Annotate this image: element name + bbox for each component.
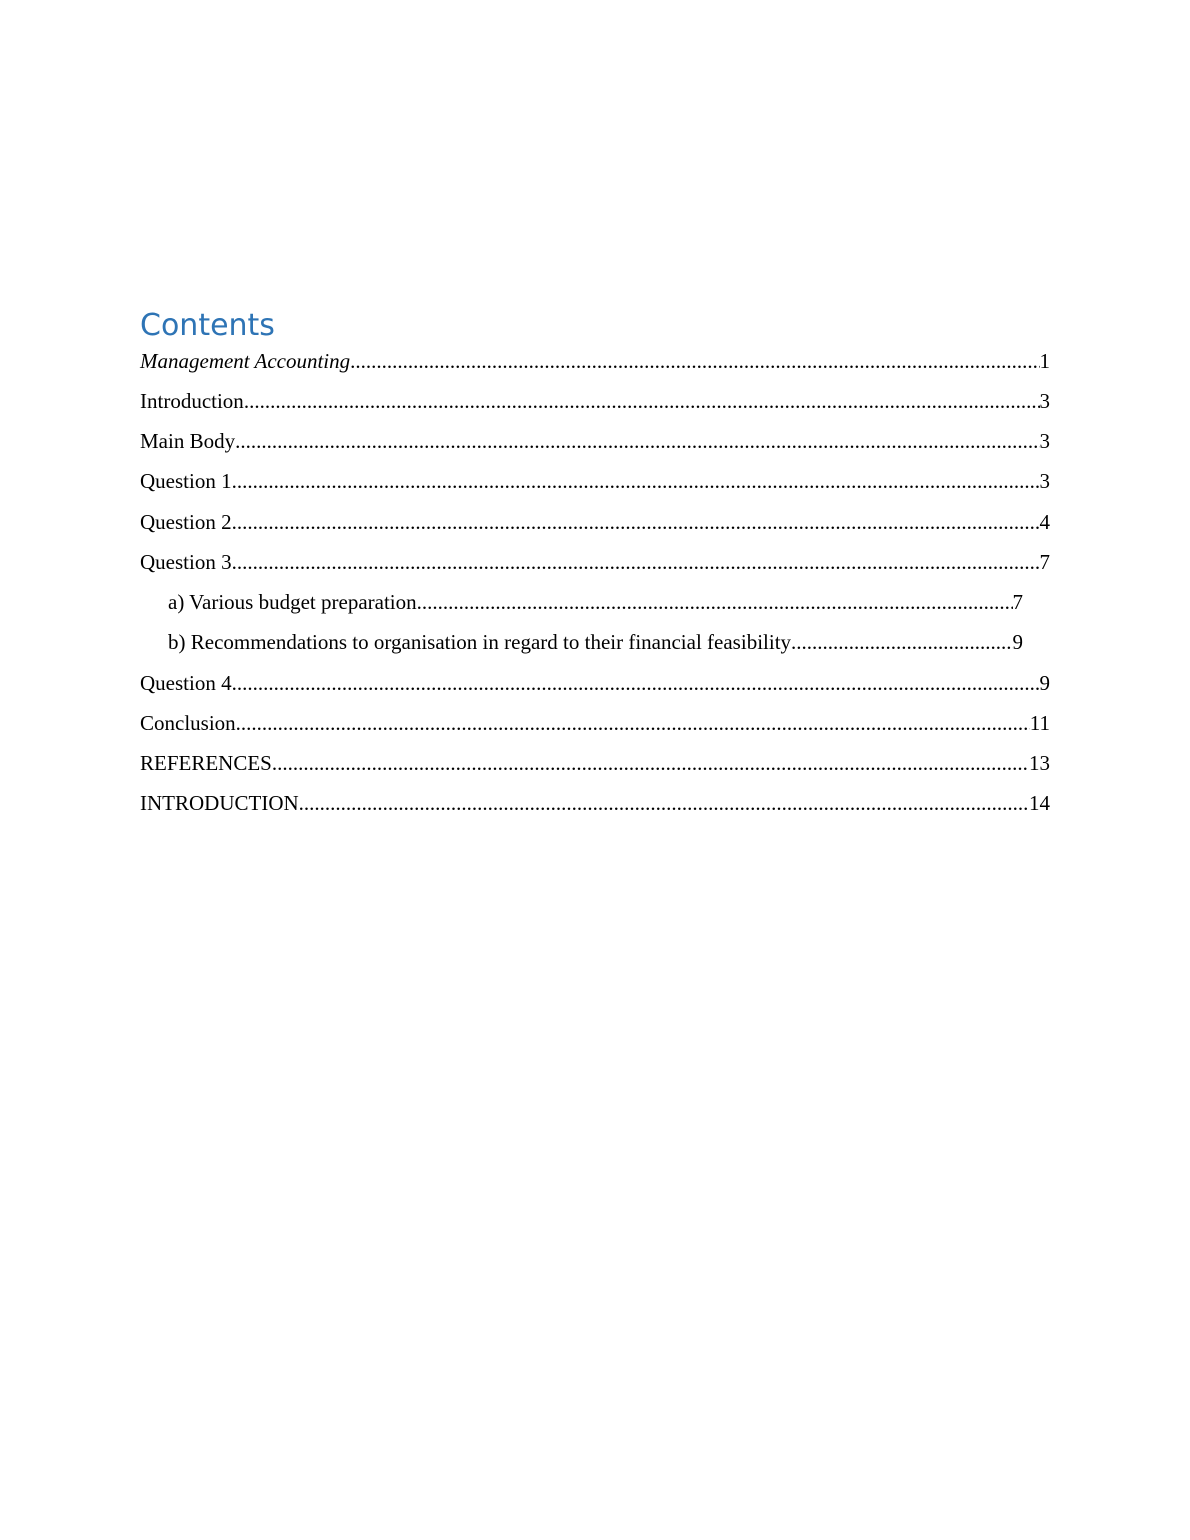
toc-page-number: 11 xyxy=(1029,711,1050,735)
toc-entry-question-4[interactable] xyxy=(140,670,1050,696)
toc-entry-introduction[interactable] xyxy=(140,388,1050,414)
toc-dot-leader xyxy=(236,710,1030,736)
toc-dot-leader xyxy=(244,388,1040,414)
toc-entry-label: Question 3 xyxy=(140,550,232,574)
toc-entry-label: Question 4 xyxy=(140,671,232,695)
toc-page-number: 3 xyxy=(1039,469,1050,493)
toc-entry-question-2[interactable] xyxy=(140,509,1050,535)
toc-dot-leader xyxy=(791,629,1012,655)
toc-page-number: 1 xyxy=(1039,349,1050,373)
toc-entry-label: Main Body xyxy=(140,429,236,453)
toc-dot-leader xyxy=(299,790,1029,816)
toc-entry-label: Management Accounting xyxy=(140,349,351,373)
toc-entry-introduction-upper[interactable] xyxy=(140,790,1050,816)
toc-entry-label: Conclusion xyxy=(140,711,236,735)
toc-entry-main-body[interactable] xyxy=(140,428,1050,454)
toc-entry-label: Question 1 xyxy=(140,469,232,493)
toc-dot-leader xyxy=(350,348,1039,374)
toc-dot-leader xyxy=(235,428,1039,454)
toc-page-number: 7 xyxy=(1012,590,1023,614)
toc-entry-management-accounting[interactable] xyxy=(140,348,1050,374)
toc-entry-label: b) Recommendations to organisation in regard to their financial feasibility xyxy=(168,630,792,654)
toc-dot-leader xyxy=(232,509,1040,535)
toc-page-number: 13 xyxy=(1029,751,1050,775)
toc-entry-question-3[interactable] xyxy=(140,549,1050,575)
toc-entry-various-budget-preparation[interactable] xyxy=(168,589,1023,615)
toc-entry-recommendations[interactable] xyxy=(168,629,1023,655)
toc-entry-label: a) Various budget preparation xyxy=(168,590,417,614)
toc-entry-label: Question 2 xyxy=(140,510,232,534)
toc-entry-label: Introduction xyxy=(140,389,244,413)
toc-entry-label: INTRODUCTION xyxy=(140,791,299,815)
toc-dot-leader xyxy=(272,750,1029,776)
toc-page-number: 4 xyxy=(1039,510,1050,534)
toc-dot-leader xyxy=(417,589,1013,615)
toc-title: Contents xyxy=(140,308,275,343)
toc-page-number: 9 xyxy=(1039,671,1050,695)
toc-page-number: 3 xyxy=(1039,389,1050,413)
toc-dot-leader xyxy=(232,468,1040,494)
toc-page-number: 9 xyxy=(1012,630,1023,654)
toc-entry-question-1[interactable] xyxy=(140,468,1050,494)
toc-entry-references[interactable] xyxy=(140,750,1050,776)
toc-page-number: 14 xyxy=(1029,791,1050,815)
toc-page-number: 3 xyxy=(1039,429,1050,453)
toc-dot-leader xyxy=(232,670,1040,696)
toc-entry-label: REFERENCES xyxy=(140,751,272,775)
toc-dot-leader xyxy=(232,549,1040,575)
toc-page-number: 7 xyxy=(1039,550,1050,574)
toc-entry-conclusion[interactable] xyxy=(140,710,1050,736)
